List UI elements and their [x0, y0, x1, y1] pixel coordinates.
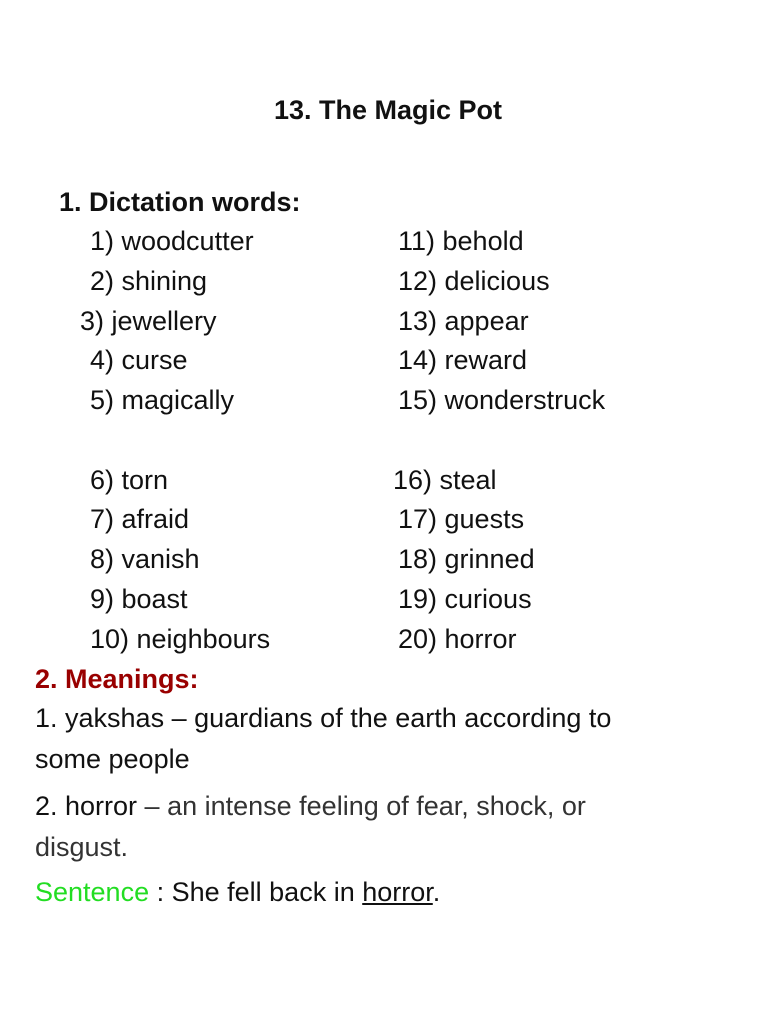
- dictation-word: 11) behold: [398, 226, 524, 256]
- meaning-definition: – an intense feeling of fear, shock, or disgust.: [35, 791, 586, 862]
- sentence-label: Sentence: [35, 877, 150, 907]
- meaning-item-horror: [35, 786, 655, 868]
- dictation-word: 15) wonderstruck: [398, 385, 606, 415]
- dictation-word: 4) curse: [90, 345, 188, 375]
- dictation-word: 14) reward: [398, 345, 528, 375]
- dictation-word: 19) curious: [398, 584, 532, 614]
- dictation-word: 20) horror: [398, 624, 517, 654]
- dictation-word: 8) vanish: [90, 544, 200, 574]
- sentence-underlined-word: horror: [362, 877, 433, 907]
- example-sentence: [35, 874, 440, 910]
- dictation-word: 18) grinned: [398, 544, 535, 574]
- meaning-item-yakshas: [35, 698, 655, 780]
- dictation-word: 1) woodcutter: [90, 226, 254, 256]
- meaning-definition: – guardians of the earth according to some people: [35, 703, 612, 774]
- dictation-word: 16) steal: [393, 465, 497, 495]
- dictation-word: 2) shining: [90, 266, 208, 296]
- meaning-term: 2. horror: [35, 791, 138, 821]
- sentence-prefix: : She fell back in: [149, 877, 363, 907]
- dictation-word: 3) jewellery: [80, 306, 217, 336]
- page-title: 13. The Magic Pot: [273, 95, 503, 125]
- dictation-word: 7) afraid: [90, 504, 190, 534]
- dictation-heading: 1. Dictation words:: [59, 187, 301, 217]
- meaning-term: 1. yakshas: [35, 703, 165, 733]
- dictation-word: 9) boast: [90, 584, 188, 614]
- dictation-word: 10) neighbours: [90, 624, 271, 654]
- meanings-heading: 2. Meanings:: [35, 664, 199, 694]
- dictation-word: 6) torn: [90, 465, 169, 495]
- dictation-word: 13) appear: [398, 306, 529, 336]
- dictation-word: 5) magically: [90, 385, 235, 415]
- dictation-word: 12) delicious: [398, 266, 550, 296]
- dictation-word: 17) guests: [398, 504, 525, 534]
- sentence-suffix: .: [432, 877, 441, 907]
